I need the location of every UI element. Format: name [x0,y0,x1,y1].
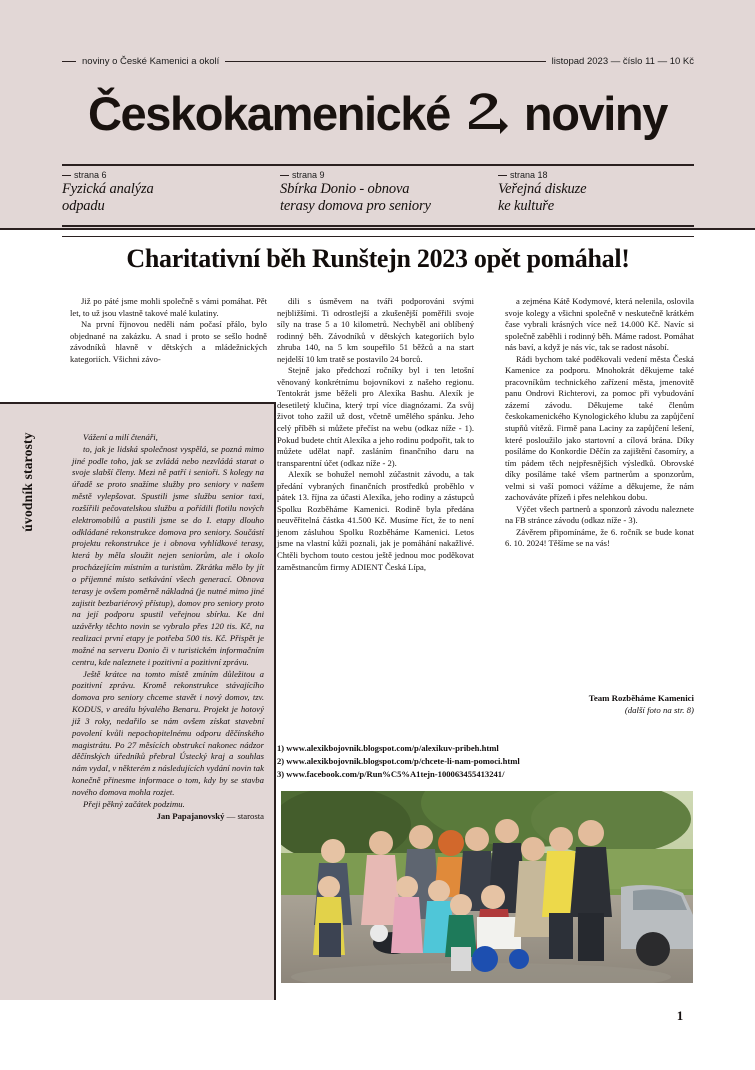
article-headline: Charitativní běh Runštejn 2023 opět pomáhal! [126,244,630,273]
teaser-item-3[interactable] [498,170,694,222]
masthead-band-rule [0,228,755,230]
teaser-rule-bottom [62,225,694,227]
teaser-title-line: Fyzická analýza [62,181,154,197]
article-paragraph: Výčet všech partnerů a sponzorů závodu naleznete na FB stránce závodu (odkaz níže - 3). [505,503,694,526]
editorial-paragraph: Ještě krátce na tomto místě zmíním důležitou a pozitivní zprávu. Kromě rekonstrukce stávajícího domova pro seniory chceme stavět i nový domov, tzv. KODUS, v areálu bývalého Benaru. Projekt je hotový již 3 roky, nedařilo se nám ovšem získat stavební povolení kvůli nepochopitelnému odporu děčínského magistrátu. Po 27 měsících obstrukcí nakonec nádzor děčínských úředníků přebral Ústecký kraj a souhlas nám vydal, v některém z následujících vydání novin tak konečně přinesme informace o tom, kdy by se stavba nového domova mohla rozjet. [72,668,264,797]
editorial-section-label: úvodník starosty [20,432,35,532]
editorial-signature-role: — starosta [224,810,264,821]
editorial-paragraph: Vážení a milí čtenáři, [83,432,158,442]
masthead-word-left: Českokamenické [88,86,450,140]
teaser-title-2 [280,181,498,215]
teaser-strip [62,170,694,222]
article-rule-top [62,236,694,237]
teaser-page-label-3: strana 18 [510,170,548,180]
teaser-dash-icon-1 [62,175,71,176]
teaser-title-line: terasy domova pro seniory [280,198,431,215]
editorial-rule-top [0,402,276,404]
article-paragraph: a zejména Kátě Kodymové, která nelenila, oslovila svoje kolegy a všichni společně v neskutečně krátkém čase vybrali krásných více než 14.000 Kč. Navíc si společně zaběhli i rodinný běh. Máme radost. Pomáhat nás baví, a když je nás víc, tak se radost násobí. [505,296,694,353]
editorial-paragraph: Přeji pěkný začátek podzimu. [83,798,185,809]
editorial-paragraph: to, jak je lidská společnost vyspělá, se pozná mimo jiné podle toho, jak se zvládá nebo nezvládá starat o svoje slabší členy. Mezi ně patří i senioři. S kolegy na úřadě se proto snažíme služby pro seniory v našem městě vylepšovat. Spustili jsme službu senior taxi, rozšířili pečovatelskou službu a pořídili flotilu nových elektromobilů a pustili jsme se do I. etapy dlouho odkládané rekonstrukce domova pro seniory. Součástí projektu rekonstrukce je i obnova vyhlídkové terasy, která by měla sloužit nejen seniorům, ale i okolo procházejícím místním a turistům. Zkrátka mělo by jít o příjemné místo setkávání všech generací. Obnova terasy je ovšem poměrně nákladná (je nutné mimo jiné zajistit bezbariérový přístup), domov pro seniory proto na její podporu spustil veřejnou sbírku. Ke dni uzávěrky těchto novin se vybralo přes 120 tis. Kč, na realizaci první etapy je potřeba 500 tis. Kč. Přispět je možné na serveru Donio či v turistickém informačním centru, kde naleznete i pozitivní a pozitivní zprávu. [72,443,264,667]
article-paragraph: Již po páté jsme mohli společně s vámi pomáhat. Pět let, to už jsou vlastně takové malé kulatiny. [70,296,267,318]
editorial-signature-name: Jan Papajanovský [156,810,225,821]
masthead-kicker [62,52,694,70]
teaser-title-line: Veřejná diskuze [498,181,587,197]
reference-link[interactable]: 1) www.alexikbojovnik.blogspot.com/p/alexikuv-pribeh.html [277,743,499,753]
article-paragraph: Rádi bychom také poděkovali vedení města Česká Kamenice za podporu. Mnohokrát děkujeme také pracovníkům technického zařízení města, jmenovitě panu Ondrovi Richterovi, za pomoc při vybudování zázemí závodu. Děkujeme také členům českokamenického Kynologického klubu za zapůjčení stupňů vítězů. Firmě pana Laciny za zapůjčení lešení, které posloužilo jako startovní a cílová brána. Díky posíláme do Konkordie Děčín za zajištění časomíry, a tím pádem těch nejpřesnějších výsledků. Obrovské díky posíláme také všem partnerům a sponzorům, velmi si vaší pomoci vážíme a děkujeme, že nám zachováváte přízeň i přes nelehkou dobu. [505,353,694,503]
teaser-page-label-1: strana 6 [74,170,107,180]
masthead-title [0,78,755,148]
teaser-page-label-2: strana 9 [292,170,325,180]
kicker-rule-lead [62,61,76,62]
article-paragraph: Na první říjnovou neděli nám počasí přálo, bylo objednané na zakázku. A snad i proto se sešlo hodně závodníků hlavně v dětských a mládežnických kategoriích. Všichni závo- [70,319,267,364]
reference-link[interactable]: 3) www.facebook.com/p/Run%C5%A1tejn-100063455413241/ [277,769,505,780]
article-column-3 [505,296,694,751]
article-signature-name: Team Rozběháme Kamenici [588,693,694,703]
masthead-word-right: noviny [523,86,667,140]
stylized-2-arrow-mark-icon [464,88,510,138]
group-photo [281,791,693,983]
teaser-page-ref-1 [62,170,280,180]
teaser-title-line: ke kultuře [498,198,555,215]
teaser-dash-icon-2 [280,175,289,176]
teaser-dash-icon-3 [498,175,507,176]
reference-links[interactable] [277,742,697,781]
reference-link[interactable]: 2) www.alexikbojovnik.blogspot.com/p/chcete-li-nam-pomoci.html [277,756,520,767]
article-signature [505,692,694,717]
teaser-rule-top [62,164,694,166]
article-column-1 [70,296,267,396]
teaser-title-line: Sbírka Donio - obnova [280,181,410,197]
page-number: 1 [676,1008,684,1023]
editorial-signature [72,811,264,823]
teaser-item-1[interactable] [62,170,280,222]
newspaper-tagline: noviny o České Kamenici a okolí [82,55,220,67]
kicker-rule-middle [225,61,545,62]
article-column-2 [277,296,474,751]
article-paragraph: dili s úsměvem na tváři podporováni svými nejbližšími. Ti odrostlejší a zkušenější poměřili svoje síly na trase 5 a 10 kilometrů. Nechyběl ani oblíbený rodinný běh. Závodníků v dětských kategoriích bylo zhruba 140, na 5 km soupeřilo 51 běžců a na start nejdelší 10 km tratě se postavilo 24 borců. [277,296,474,364]
article-paragraph: Stejně jako předchozí ročníky byl i ten letošní věnovaný konkrétnímu bojovníkovi z našeho regionu. Tentokrát jsme běželi pro Alexíka Bashu. Alexík je desetiletý klučina, který trpí více diagnózami. Za svůj život toho zažil už dost, včetně umělého spánku. Jeho celý příběh si můžete přečíst na webu (odkaz níže - 1). Pokud budete chtít Alexíka a jeho rodinu podpořit, tak to můžete udělat např. zasláním finančního daru na transparentní účet (odkaz níže - 2). [277,365,474,468]
article-signature-note: (další foto na str. 8) [624,705,694,716]
teaser-title-line: odpadu [62,198,105,215]
teaser-page-ref-3 [498,170,694,180]
editorial-rule-right [274,402,276,1000]
teaser-item-2[interactable] [280,170,498,222]
teaser-title-3 [498,181,694,215]
teaser-title-1 [62,181,280,215]
issue-info: listopad 2023 — číslo 11 — 10 Kč [551,55,694,67]
article-paragraph: Závěrem připomínáme, že 6. ročník se bude konat 6. 10. 2024! Těšíme se na vás! [505,526,694,549]
teaser-page-ref-2 [280,170,498,180]
editorial-body [72,432,264,980]
article-paragraph: Alexík se bohužel nemohl zúčastnit závodu, a tak předání vybraných finančních prostředků proběhlo v pátek 13. října za účasti Alexíka, jeho rodiny a zástupců Spolku Rozběháme Kamenici. Rodině byla předána neuvěřitelná částka 41.500 Kč. Musíme říct, že to není jenom zásluhou Spolku Rozběháme Kamenici. Letos jsme na vlastní kůži poznali, jak je pomáhání nakažlivé. Chtěli bychom touto cestou ještě jednou moc poděkovat zaměstnancům firmy ADIENT Česká Lípa, [277,469,474,572]
